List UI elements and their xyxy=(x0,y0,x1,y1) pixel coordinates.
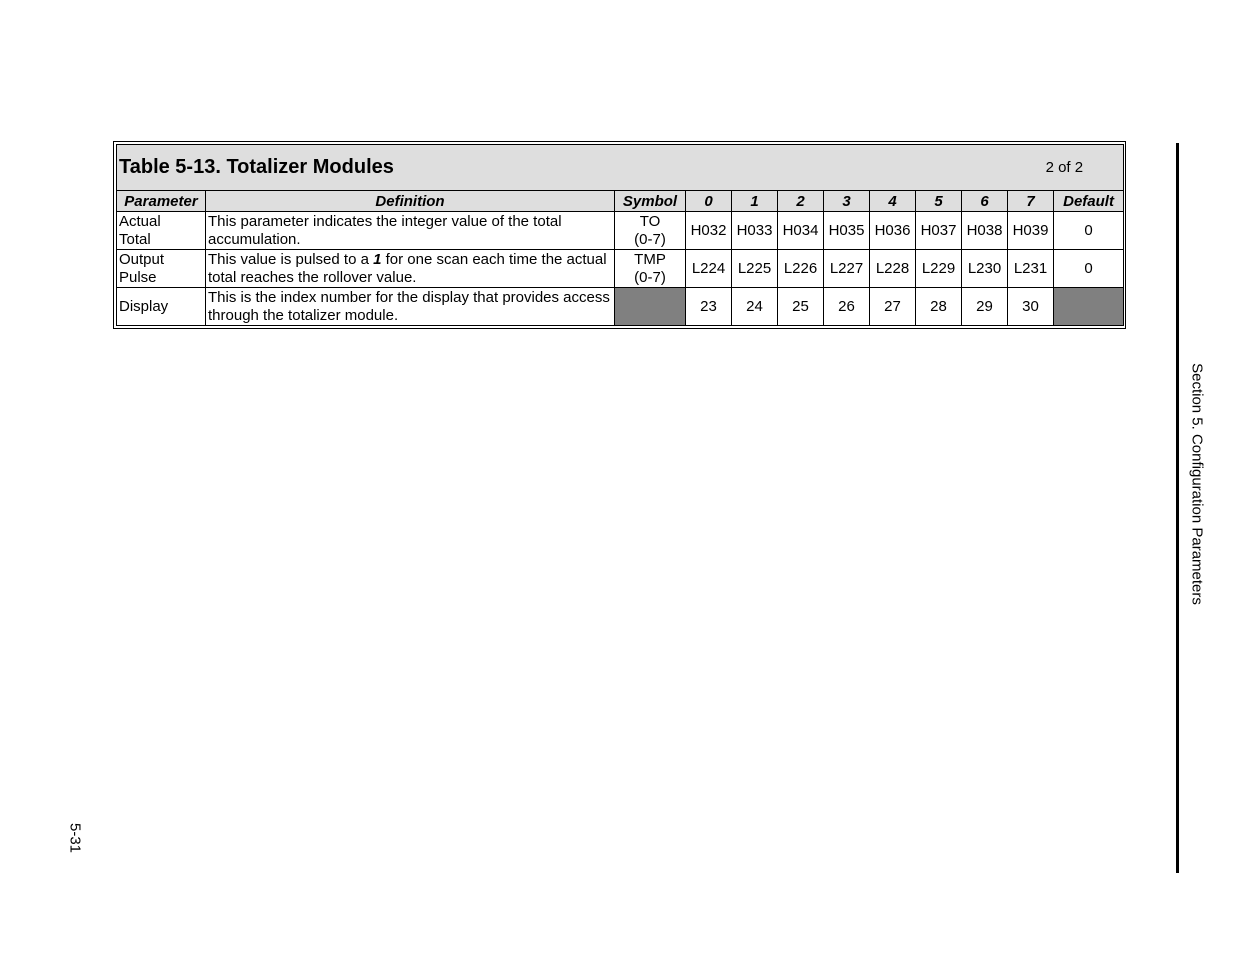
value-cell: L227 xyxy=(824,250,870,288)
table-title: Table 5-13. Totalizer Modules xyxy=(119,156,394,178)
value-cell: 26 xyxy=(824,288,870,326)
header-col-5: 5 xyxy=(916,191,962,212)
value-cell: 28 xyxy=(916,288,962,326)
value-cell: H032 xyxy=(686,212,732,250)
table-row xyxy=(117,212,1124,250)
definition-text: for one scan each time the actual total reaches the rollover value. xyxy=(208,250,607,286)
header-col-4: 4 xyxy=(870,191,916,212)
default-cell: 0 xyxy=(1054,250,1124,288)
default-cell-shaded xyxy=(1054,288,1124,326)
definition-emphasis: 1 xyxy=(373,250,382,268)
table-header-row xyxy=(117,191,1124,212)
page-number: 5-31 xyxy=(66,822,84,854)
value-cell: L230 xyxy=(962,250,1008,288)
definition-cell xyxy=(206,288,615,326)
parameter-cell xyxy=(117,212,206,250)
value-cell: H039 xyxy=(1008,212,1054,250)
definition-text: This is the index number for the display that provides access through the totalizer module. xyxy=(208,288,610,324)
symbol-cell-shaded xyxy=(615,288,686,326)
value-cell: L224 xyxy=(686,250,732,288)
header-default: Default xyxy=(1054,191,1124,212)
value-cell: L228 xyxy=(870,250,916,288)
definition-cell xyxy=(206,250,615,288)
section-title: Section 5. Configuration Parameters xyxy=(1188,363,1206,605)
parameter-line: Display xyxy=(119,297,169,315)
value-cell: 27 xyxy=(870,288,916,326)
header-col-3: 3 xyxy=(824,191,870,212)
value-cell: H035 xyxy=(824,212,870,250)
header-col-1: 1 xyxy=(732,191,778,212)
table-title-row xyxy=(117,145,1124,191)
header-symbol: Symbol xyxy=(615,191,686,212)
value-cell: L231 xyxy=(1008,250,1054,288)
symbol-cell xyxy=(615,250,686,288)
value-cell: H034 xyxy=(778,212,824,250)
value-cell: 30 xyxy=(1008,288,1054,326)
symbol-line: (0-7) xyxy=(634,268,666,286)
value-cell: L226 xyxy=(778,250,824,288)
header-parameter: Parameter xyxy=(117,191,206,212)
header-col-7: 7 xyxy=(1008,191,1054,212)
table-row xyxy=(117,250,1124,288)
value-cell: H033 xyxy=(732,212,778,250)
symbol-line: (0-7) xyxy=(634,230,666,248)
value-cell: L225 xyxy=(732,250,778,288)
default-cell: 0 xyxy=(1054,212,1124,250)
value-cell: H036 xyxy=(870,212,916,250)
value-cell: 25 xyxy=(778,288,824,326)
parameter-cell xyxy=(117,288,206,326)
totalizer-modules-table xyxy=(116,144,1124,326)
table-title-cell xyxy=(117,145,1124,191)
table-page-indicator: 2 of 2 xyxy=(1045,159,1084,176)
symbol-line: TMP xyxy=(634,250,666,268)
section-divider-rule xyxy=(1176,143,1179,873)
symbol-cell xyxy=(615,212,686,250)
parameter-line: Output xyxy=(119,250,165,268)
parameter-cell xyxy=(117,250,206,288)
header-col-2: 2 xyxy=(778,191,824,212)
table-row xyxy=(117,288,1124,326)
definition-text: This value is pulsed to a xyxy=(208,250,374,268)
definition-text: This parameter indicates the integer value of the total accumulation. xyxy=(208,212,562,248)
header-col-0: 0 xyxy=(686,191,732,212)
value-cell: 24 xyxy=(732,288,778,326)
value-cell: H038 xyxy=(962,212,1008,250)
totalizer-table-frame xyxy=(113,141,1126,329)
value-cell: L229 xyxy=(916,250,962,288)
parameter-line: Actual xyxy=(119,212,161,230)
header-col-6: 6 xyxy=(962,191,1008,212)
parameter-line: Pulse xyxy=(119,268,157,286)
value-cell: H037 xyxy=(916,212,962,250)
value-cell: 23 xyxy=(686,288,732,326)
definition-cell xyxy=(206,212,615,250)
value-cell: 29 xyxy=(962,288,1008,326)
parameter-line: Total xyxy=(119,230,151,248)
symbol-line: TO xyxy=(639,212,661,230)
header-definition: Definition xyxy=(206,191,615,212)
